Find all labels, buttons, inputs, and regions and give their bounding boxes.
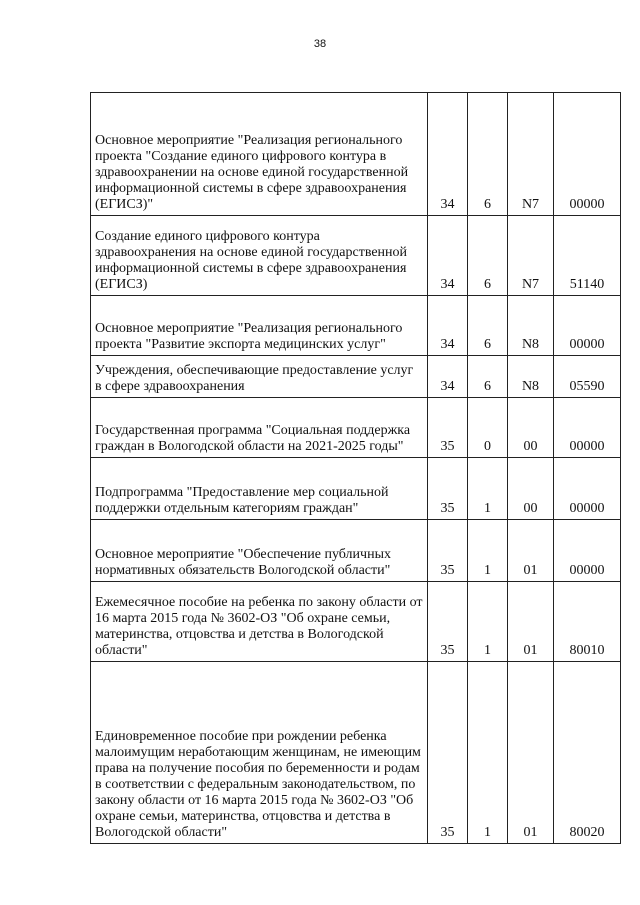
event-code-cell: N7 bbox=[508, 93, 554, 216]
event-code-cell: 00 bbox=[508, 458, 554, 520]
row-name-cell: Подпрограмма "Предоставление мер социальной поддержки отдельным категориям граждан" bbox=[91, 458, 428, 520]
event-code-cell: N7 bbox=[508, 216, 554, 296]
event-code-cell: N8 bbox=[508, 296, 554, 356]
direction-code-cell: 00000 bbox=[554, 296, 621, 356]
subprogram-code-cell: 6 bbox=[468, 93, 508, 216]
table-row bbox=[91, 398, 621, 458]
table-row bbox=[91, 356, 621, 398]
direction-code-cell: 51140 bbox=[554, 216, 621, 296]
table-row bbox=[91, 458, 621, 520]
row-name-cell: Единовременное пособие при рождении ребенка малоимущим неработающим женщинам, не имеющим права на получение пособия по беременности и родам в соответствии с федеральным законодательством, по закону области от 16 марта 2015 года № 3602-ОЗ "Об охране семьи, материнства, отцовства и детства в Вологодской области" bbox=[91, 662, 428, 844]
direction-code-cell: 00000 bbox=[554, 398, 621, 458]
table-row bbox=[91, 582, 621, 662]
row-name-cell: Ежемесячное пособие на ребенка по закону области от 16 марта 2015 года № 3602-ОЗ "Об охране семьи, материнства, отцовства и детства в Вологодской области" bbox=[91, 582, 428, 662]
event-code-cell: N8 bbox=[508, 356, 554, 398]
subprogram-code-cell: 1 bbox=[468, 458, 508, 520]
row-name-cell: Основное мероприятие "Реализация регионального проекта "Развитие экспорта медицинских услуг" bbox=[91, 296, 428, 356]
direction-code-cell: 00000 bbox=[554, 93, 621, 216]
direction-code-cell: 80010 bbox=[554, 582, 621, 662]
direction-code-cell: 00000 bbox=[554, 458, 621, 520]
subprogram-code-cell: 1 bbox=[468, 520, 508, 582]
page-number: 38 bbox=[313, 38, 327, 50]
direction-code-cell: 00000 bbox=[554, 520, 621, 582]
direction-code-cell: 80020 bbox=[554, 662, 621, 844]
table-row bbox=[91, 296, 621, 356]
program-code-cell: 35 bbox=[428, 582, 468, 662]
subprogram-code-cell: 6 bbox=[468, 296, 508, 356]
event-code-cell: 01 bbox=[508, 582, 554, 662]
table-row bbox=[91, 216, 621, 296]
program-code-cell: 35 bbox=[428, 520, 468, 582]
subprogram-code-cell: 6 bbox=[468, 216, 508, 296]
row-name-cell: Основное мероприятие "Реализация регионального проекта "Создание единого цифрового контура в здравоохранении на основе единой государственной информационной системы в сфере здравоохранения (ЕГИСЗ)" bbox=[91, 93, 428, 216]
program-code-cell: 34 bbox=[428, 93, 468, 216]
row-name-cell: Основное мероприятие "Обеспечение публичных нормативных обязательств Вологодской области" bbox=[91, 520, 428, 582]
program-code-cell: 35 bbox=[428, 662, 468, 844]
program-code-cell: 35 bbox=[428, 398, 468, 458]
row-name-cell: Создание единого цифрового контура здравоохранения на основе единой государственной информационной системы в сфере здравоохранения (ЕГИСЗ) bbox=[91, 216, 428, 296]
event-code-cell: 01 bbox=[508, 662, 554, 844]
table-row bbox=[91, 662, 621, 844]
row-name-cell: Учреждения, обеспечивающие предоставление услуг в сфере здравоохранения bbox=[91, 356, 428, 398]
program-code-cell: 35 bbox=[428, 458, 468, 520]
row-name-cell: Государственная программа "Социальная поддержка граждан в Вологодской области на 2021-2025 годы" bbox=[91, 398, 428, 458]
event-code-cell: 01 bbox=[508, 520, 554, 582]
subprogram-code-cell: 6 bbox=[468, 356, 508, 398]
program-code-cell: 34 bbox=[428, 216, 468, 296]
table-row bbox=[91, 93, 621, 216]
program-code-cell: 34 bbox=[428, 356, 468, 398]
direction-code-cell: 05590 bbox=[554, 356, 621, 398]
event-code-cell: 00 bbox=[508, 398, 554, 458]
program-code-cell: 34 bbox=[428, 296, 468, 356]
subprogram-code-cell: 0 bbox=[468, 398, 508, 458]
table-row bbox=[91, 520, 621, 582]
budget-classification-table bbox=[90, 92, 621, 844]
subprogram-code-cell: 1 bbox=[468, 662, 508, 844]
subprogram-code-cell: 1 bbox=[468, 582, 508, 662]
